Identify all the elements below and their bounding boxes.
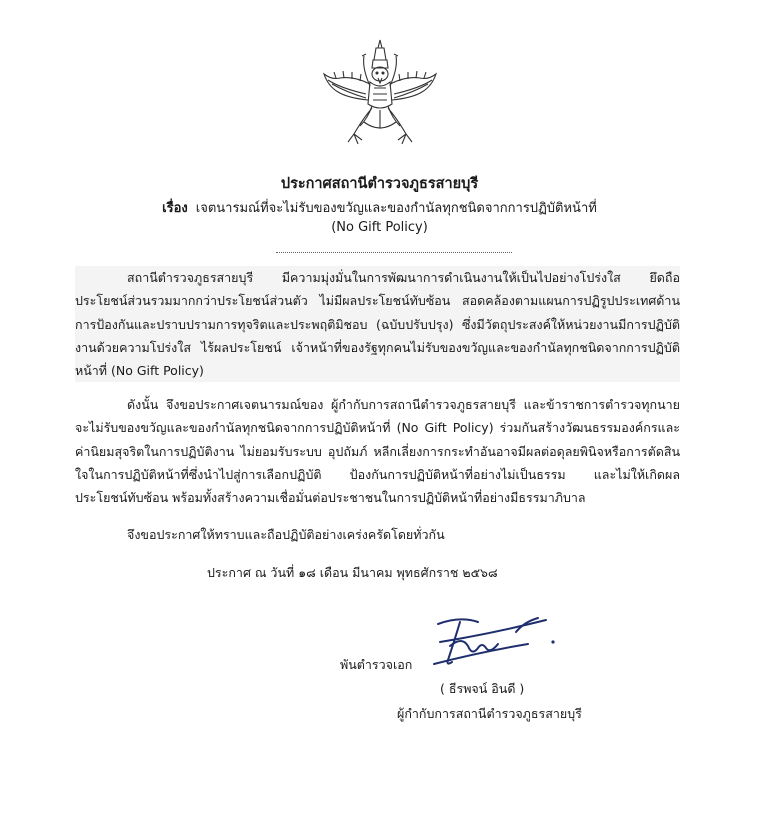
body-paragraph-1: สถานีตำรวจภูธรสายบุรี มีความมุ่งมั่นในการพัฒนาการดำเนินงานให้เป็นไปอย่างโปร่งใส ยึดถือประโยชน์ส่วนรวมมากกว่าประโยชน์ส่วนตัว ไม่มีผลประโยชน์ทับซ้อน สอดคล้องตามแผนการปฏิรูปประเทศด้านการป้องกันและปราบปรามการทุจริตและประพฤติมิชอบ (ฉบับปรับปรุง) ซึ่งมีวัตถุประสงค์ให้หน่วยงานมีการปฏิบัติงานด้วยความโปร่งใส ไร้ผลประโยชน์ เจ้าหน้าที่ของรัฐทุกคนไม่รับของขวัญและของกำนัลทุกชนิดจากการปฏิบัติหน้าที่ (No Gift Policy) bbox=[75, 266, 680, 382]
subject-line bbox=[0, 197, 759, 218]
announcement-title: ประกาศสถานีตำรวจภูธรสายบุรี bbox=[280, 176, 479, 192]
body-paragraph-3: จึงขอประกาศให้ทราบและถือปฏิบัติอย่างเคร่งครัดโดยทั่วกัน bbox=[127, 527, 445, 542]
dotted-divider bbox=[276, 252, 512, 253]
signer-name: ( ธีรพจน์ อินดี ) bbox=[440, 681, 525, 696]
signer-rank: พันตำรวจเอก bbox=[340, 657, 413, 672]
body-paragraph-2: ดังนั้น จึงขอประกาศเจตนารมณ์ของ ผู้กำกับการสถานีตำรวจภูธรสายบุรี และข้าราชการตำรวจทุกนายจะไม่รับของขวัญและของกำนัลทุกชนิดจากการปฏิบัติหน้าที่ (No Gift Policy) ร่วมกันสร้างวัฒนธรรมองค์กรและค่านิยมสุจริตในการปฏิบัติงาน ไม่ยอมรับระบบ อุปถัมภ์ หลีกเลี่ยงการกระทำอันอาจมีผลต่อดุลยพินิจหรือการตัดสินใจในการปฏิบัติหน้าที่ซึ่งนำไปสู่การเลือกปฏิบัติ ป้องกันการปฏิบัติหน้าที่อย่างไม่เป็นธรรม และไม่ให้เกิดผลประโยชน์ทับซ้อน พร้อมทั้งสร้างความเชื่อมั่นต่อประชาชนในการปฏิบัติหน้าที่อย่างมีธรรมาภิบาล bbox=[75, 397, 680, 506]
handwritten-signature bbox=[420, 612, 565, 674]
subject-text: เจตนารมณ์ที่จะไม่รับของขวัญและของกำนัลทุกชนิดจากการปฏิบัติหน้าที่ bbox=[195, 201, 597, 216]
signer-position: ผู้กำกับการสถานีตำรวจภูธรสายบุรี bbox=[397, 706, 582, 721]
garuda-emblem-icon bbox=[318, 38, 442, 150]
announcement-date: ประกาศ ณ วันที่ ๑๘ เดือน มีนาคม พุทธศักราช ๒๕๖๘ bbox=[207, 565, 498, 580]
no-gift-policy-subtitle: (No Gift Policy) bbox=[331, 220, 428, 235]
subject-label: เรื่อง bbox=[162, 201, 188, 216]
